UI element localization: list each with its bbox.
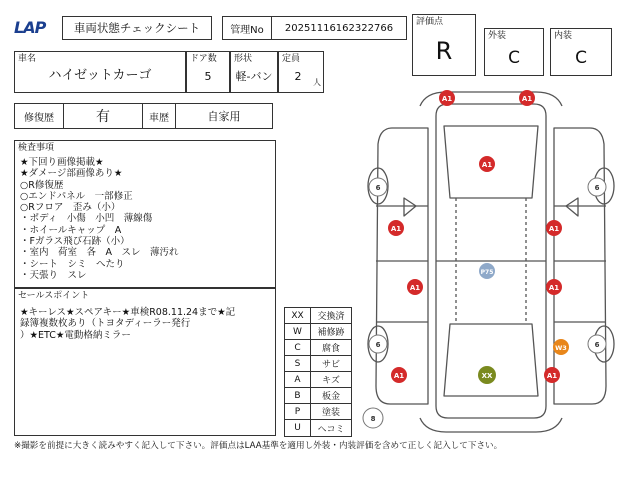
footer-note: ※撮影を前提に大きく読みやすく記入して下さい。評価点はLAA基準を適用し外装・内装評価を含めて正しく記入して下さい。 [14,441,503,451]
damage-marker-label: A1 [546,372,558,380]
doors-value: 5 [204,70,212,83]
inspection-line: ○エンドパネル 一部修正 [20,190,133,202]
legend-desc: サビ [311,356,351,372]
grade-label: 評価点 [416,17,444,27]
damage-marker-label: A1 [548,284,560,292]
legend-desc: 塗装 [311,404,351,420]
legend-row [285,324,351,340]
damage-marker-label: A1 [409,284,421,292]
doors-label: ドア数 [190,54,217,64]
exterior-grade-value: C [508,48,520,68]
legend-desc: 腐食 [311,340,351,356]
inspection-line: ・Fガラス飛び石跡（小） [20,236,130,248]
rear-bumper [420,418,562,432]
inspection-line: ・室内 荷室 各 A スレ 薄汚れ [20,247,179,259]
legend-row [285,388,351,404]
legend-code: P [285,404,311,420]
damage-marker-label: A1 [441,95,453,103]
inspection-label: 検査事項 [18,143,55,153]
legend-row [285,420,351,436]
sales-points-label: セールスポイント [18,291,90,301]
sheet-title: 車両状態チェックシート [62,16,212,40]
sales-point-line: ）★ETC★電動格納ミラー [20,329,131,341]
shape-box [230,51,278,93]
wheel-marker-label: 6 [375,341,381,349]
vehicle-name-label: 車名 [18,54,37,64]
legend-code: W [285,324,311,340]
shape-value: 軽-バン [235,70,273,83]
vehicle-name-box [14,51,186,93]
capacity-unit: 人 [313,78,321,87]
wheel-marker-label: 6 [375,184,381,192]
legend-row [285,404,351,420]
legend-row [285,356,351,372]
legend-code: B [285,388,311,404]
legend-desc: ヘコミ [317,424,345,435]
car-right-side [554,128,606,404]
damage-marker-label: XX [481,372,493,380]
legend-code: A [285,372,311,388]
legend-code: C [285,340,311,356]
car-rear-section [444,324,538,396]
damage-marker-label: A1 [521,95,533,103]
grade-value: R [435,37,453,65]
damage-legend [284,307,352,437]
inspection-line: ・天張り スレ [20,269,87,281]
legend-row [285,372,351,388]
interior-grade-value: C [575,48,587,68]
damage-marker-label: A1 [481,161,493,169]
legend-desc: キズ [311,372,351,388]
inspection-lines [20,157,179,281]
interior-grade-box [550,28,612,76]
legend-row [285,308,351,324]
sales-point-line: 録簿複数枚あり（トヨタディーラー発行 [20,318,191,330]
damage-marker-label: A1 [390,225,402,233]
inspection-line: ・ボディ 小傷 小凹 薄線傷 [20,213,153,225]
capacity-box [278,51,324,93]
vehicle-name-value: ハイゼットカーゴ [48,68,152,83]
inspection-line: ・ホイールキャップ A [20,224,122,236]
damage-marker-label: A1 [548,225,560,233]
car-left-side [376,128,428,404]
legend-code: U [285,420,311,436]
legend-code: XX [285,308,311,324]
vehicle-damage-diagram [356,86,626,438]
inspection-line: ★ダメージ部画像あり★ [20,168,123,180]
spare-tire-label: 8 [370,415,376,423]
exterior-grade-label: 外装 [488,31,507,41]
legend-row [285,340,351,356]
mgmt-number-value: 20251116162322766 [271,16,407,40]
sales-points-lines [20,307,235,341]
mgmt-number-label: 管理No [222,16,272,40]
legend-desc: 板金 [311,388,351,404]
inspection-line: ○R修復歴 [20,179,64,191]
capacity-label: 定員 [282,54,301,64]
repair-history-value: 有 [63,103,143,129]
capacity-value: 2 [294,70,302,83]
vehicle-category-value: 自家用 [175,103,273,129]
exterior-grade-box [484,28,544,76]
inspection-line: ○Rフロア 歪み（小） [20,202,121,214]
inspection-line: ★下回り画像掲載★ [20,157,104,168]
legend-code: S [285,356,311,372]
doors-box [186,51,230,93]
interior-grade-label: 内装 [554,31,573,41]
sales-point-line: ★キーレス★スペアキー★車検R08.11.24まで★記 [20,307,236,318]
lap-logo: LAP [14,18,46,37]
repair-history-label: 修復歴 [14,103,64,129]
wheel-marker-label: 6 [594,341,600,349]
damage-marker-label: A1 [393,372,405,380]
wheel-marker-label: 6 [594,184,600,192]
grade-box [412,14,476,76]
shape-label: 形状 [234,54,253,64]
damage-marker-label: P75 [480,269,494,276]
vehicle-category-label: 車歴 [142,103,176,129]
inspection-box [14,140,276,288]
legend-desc: 補修跡 [311,324,351,340]
inspection-line: ・シート シミ へたり [20,258,125,270]
damage-marker-label: W3 [555,344,567,352]
legend-desc: 交換済 [311,308,351,324]
sales-points-box [14,288,276,436]
